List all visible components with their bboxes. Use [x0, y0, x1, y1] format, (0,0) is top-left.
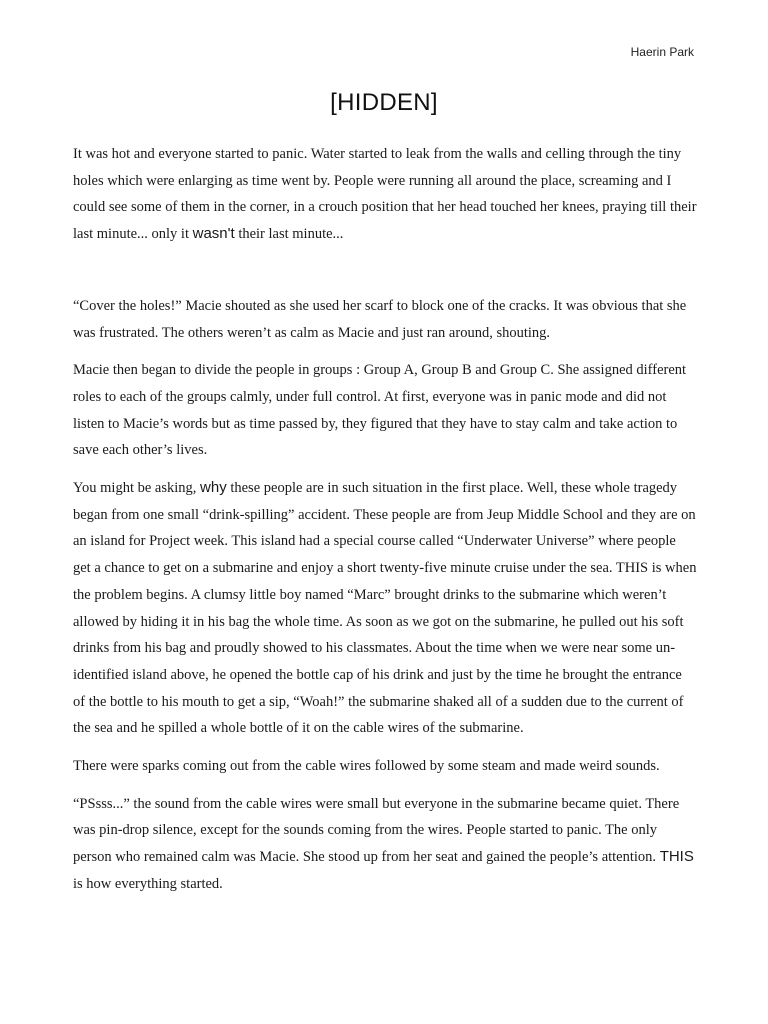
paragraph-2: “Cover the holes!” Macie shouted as she used her scarf to block one of the cracks. It was obvious that she was frustrated. The others weren’t as calm as Macie and just ran around, shouting.	[73, 297, 687, 341]
paragraph-6-text: “PSsss...” the sound from the cable wires were small but everyone in the submarine became quiet. There was pin-drop silence, except for the sounds coming from the wires. People started to panic. The only person who remained calm was Macie. She stood up from her seat and gained the people’s attention.	[73, 795, 680, 866]
paragraph-5: There were sparks coming out from the cable wires followed by some steam and made weird sounds.	[73, 758, 660, 775]
paragraph-1-emphasis: wasn't	[192, 225, 235, 243]
paragraph-1	[73, 141, 697, 248]
paragraph-4	[73, 475, 697, 742]
paragraph-6	[73, 791, 697, 898]
document-body	[73, 141, 697, 909]
paragraph-1-text: It was hot and everyone started to panic. Water started to leak from the walls and celling through the tiny holes which were enlarging as time went by. People were running all around the place, screaming and I could see some of them in the corner, in a crouch position that her head touched her knees, praying till their last minute... only it	[73, 146, 697, 243]
author-name: Haerin Park	[630, 45, 694, 59]
paragraph-6-emphasis: THIS	[659, 848, 694, 866]
paragraph-3: Macie then began to divide the people in groups : Group A, Group B and Group C. She assigned different roles to each of the groups calmly, under full control. At first, everyone was in panic mode and did not listen to Macie’s words but as time passed by, they figured that they have to stay calm and take action to save each other’s lives.	[73, 362, 687, 459]
document-title: [HIDDEN]	[330, 89, 438, 116]
paragraph-4-text: You might be asking,	[73, 480, 201, 497]
paragraph-4-emphasis: why	[200, 479, 227, 497]
paragraph-4-text-end: these people are in such situation in the first place. Well, these whole tragedy began from one small “drink-spilling” accident. These people are from Jeup Middle School and they are on an island for Project week. This island had a special course called “Underwater Universe” where people get a chance to get on a submarine and enjoy a short twenty-five minute cruise under the sea. THIS is when the problem begins. A clumsy little boy named “Marc” brought drinks to the submarine which weren’t allowed by hiding it in his bag the whole time. As soon as we got on the submarine, he pulled out his soft drinks from his bag and proudly showed to his classmates. About the time when we were near some un-identified island above, he opened the bottle cap of his drink and just by the time he brought the entrance of the bottle to his mouth to get a sip, “Woah!” the submarine shaked all of a sudden due to the current of the sea and he spilled a whole bottle of it on the cable wires of the submarine.	[73, 480, 697, 737]
paragraph-1-text-end: their last minute...	[234, 226, 344, 243]
paragraph-6-text-end: is how everything started.	[73, 875, 223, 892]
